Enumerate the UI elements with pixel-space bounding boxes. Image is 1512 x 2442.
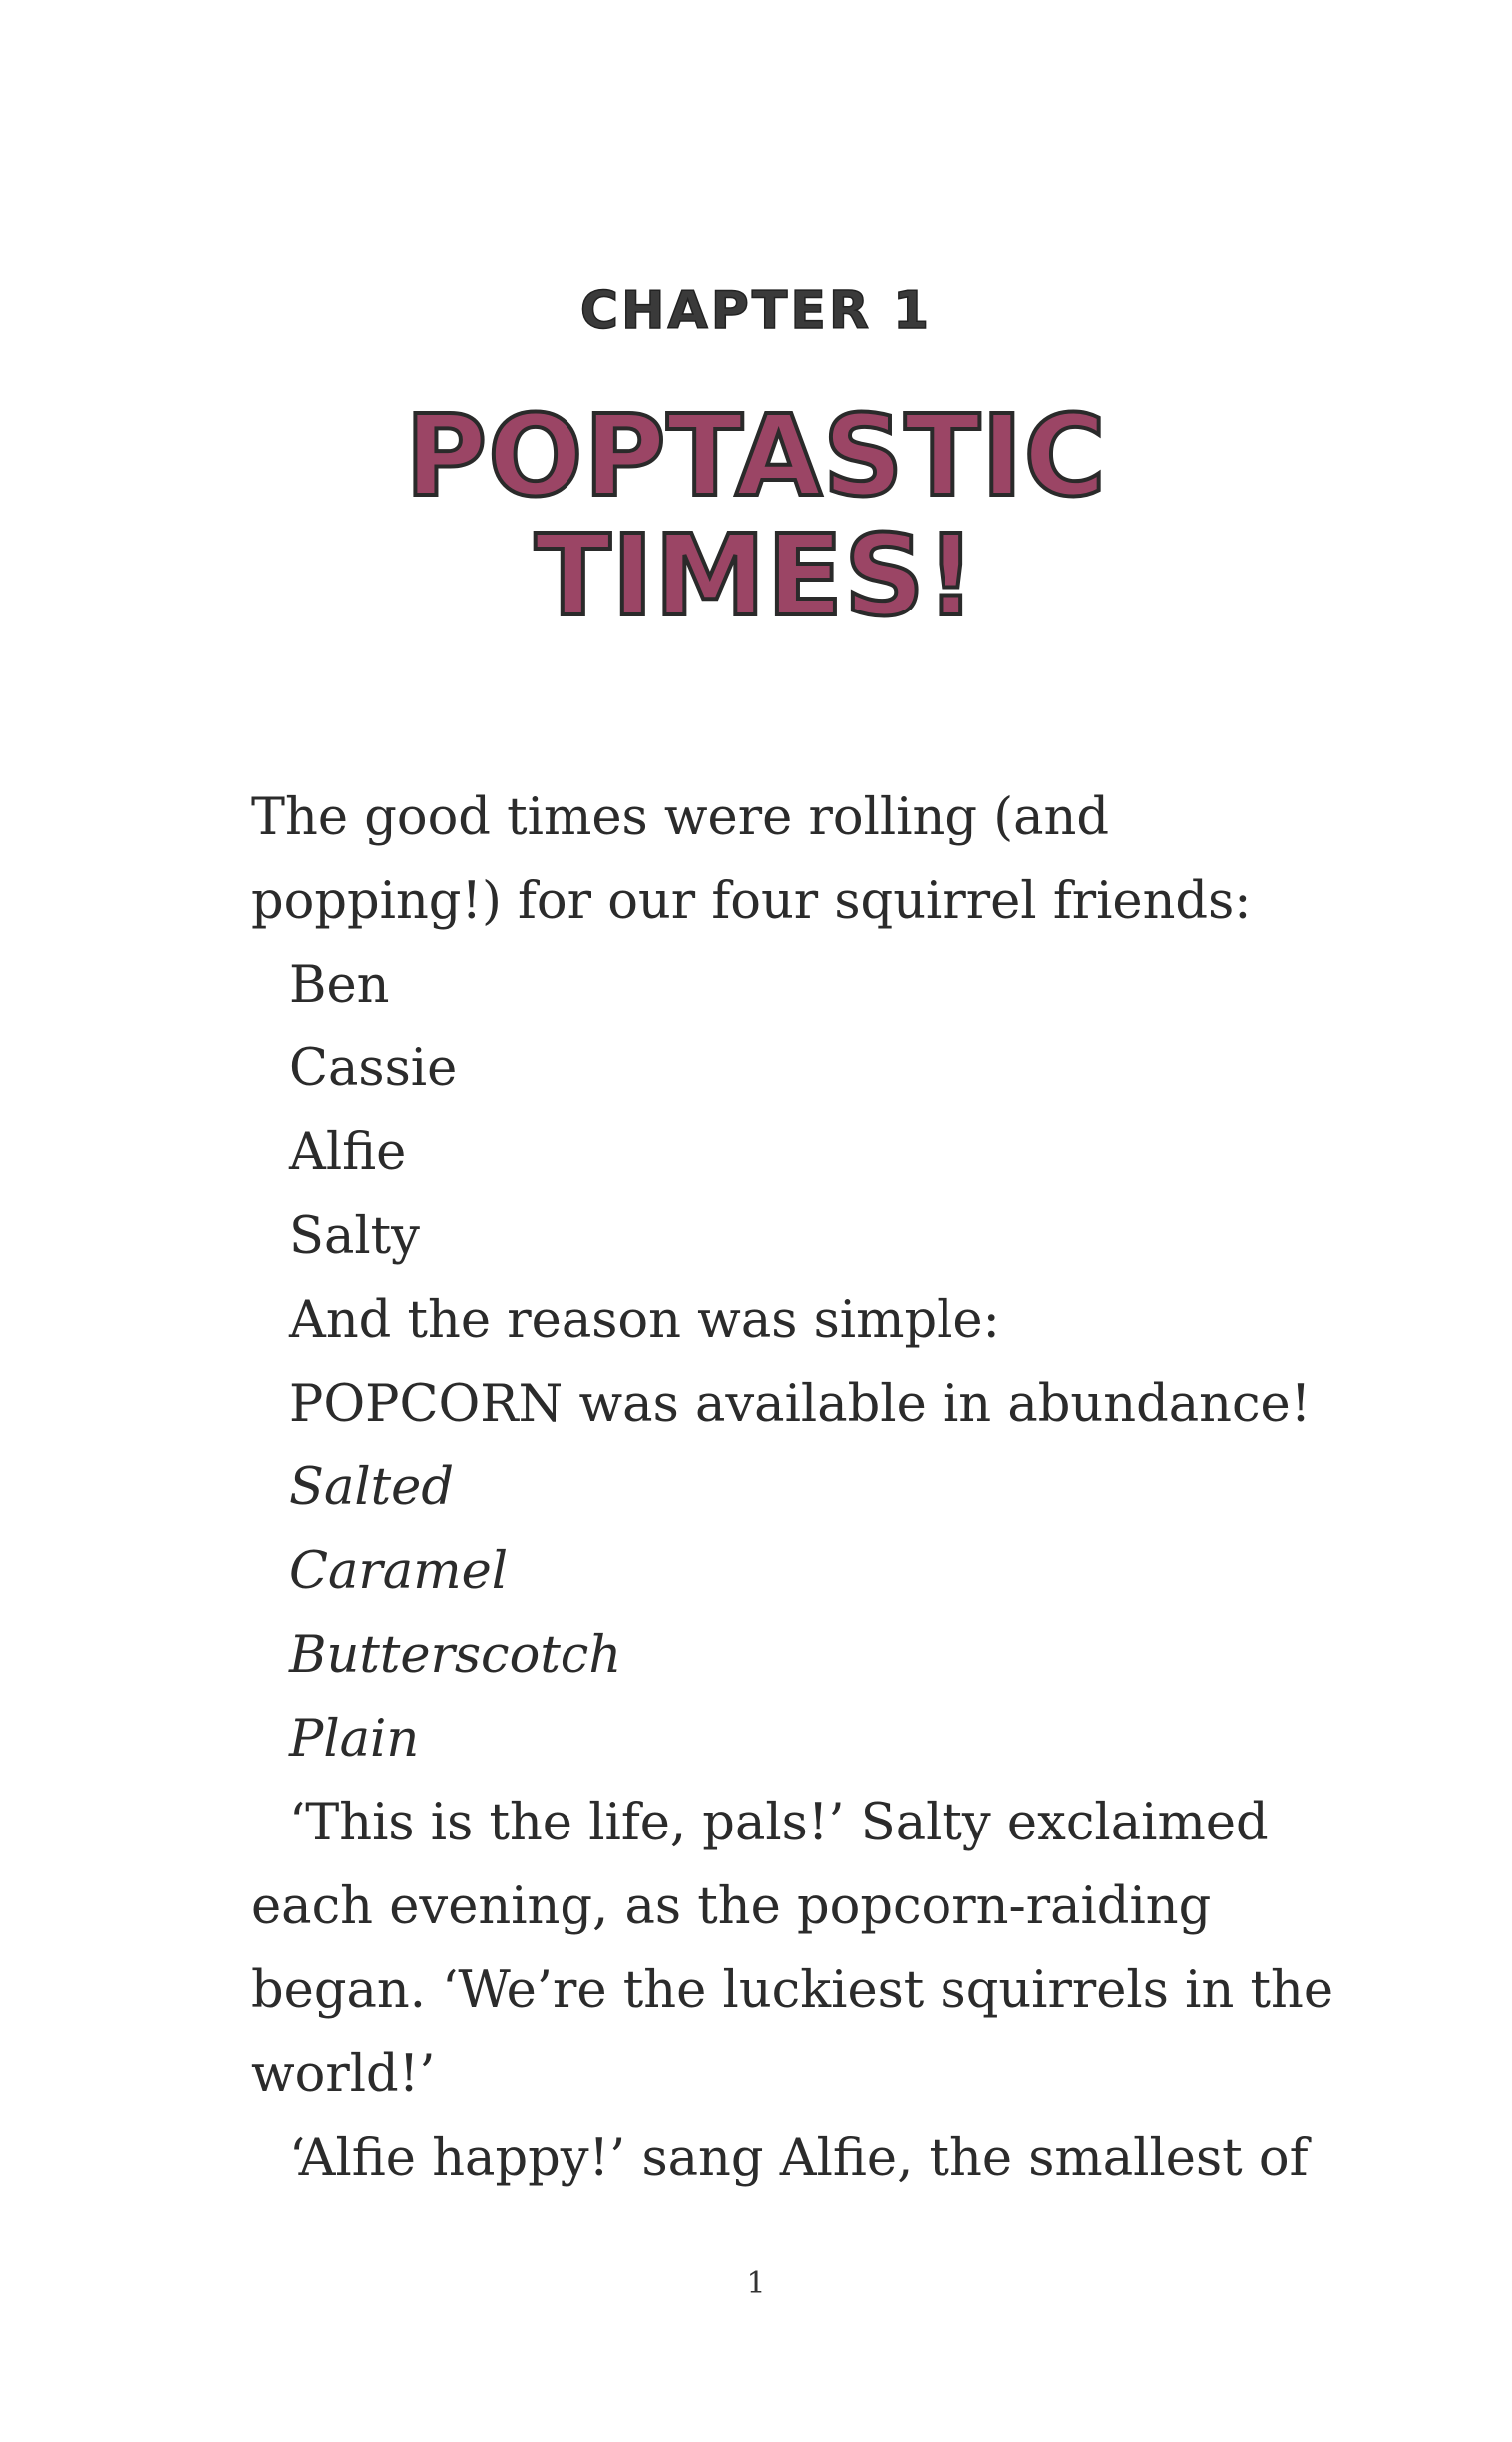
chapter-title-line-1: POPTASTIC <box>405 392 1107 522</box>
list-item: Salty <box>289 1207 420 1266</box>
text-line: ‘Alfie happy!’ sang Alfie, the smallest of <box>289 2129 1309 2188</box>
chapter-title-line-2: TIMES! <box>535 512 977 641</box>
list-item: Cassie <box>289 1039 458 1098</box>
chapter-title <box>0 392 1512 641</box>
chapter-label: CHAPTER 1 <box>579 281 933 341</box>
flavor-item: Plain <box>289 1710 420 1769</box>
text-line: POPCORN was available in abundance! <box>289 1375 1312 1433</box>
text-line: began. ‘We’re the luckiest squirrels in the <box>251 1961 1334 2020</box>
text-line: each evening, as the popcorn-raiding <box>251 1877 1212 1936</box>
text-line: popping!) for our four squirrel friends: <box>251 872 1252 931</box>
text-line: world!’ <box>251 2045 436 2104</box>
page-number: 1 <box>746 2266 766 2301</box>
flavor-item: Caramel <box>289 1542 509 1601</box>
flavor-item: Butterscotch <box>289 1626 622 1685</box>
text-line: ‘This is the life, pals!’ Salty exclaimed <box>289 1794 1269 1852</box>
list-item: Alfie <box>289 1123 407 1182</box>
text-line: And the reason was simple: <box>289 1291 1000 1350</box>
chapter-body <box>251 776 1334 2201</box>
flavor-item: Salted <box>289 1458 454 1517</box>
list-item: Ben <box>289 956 390 1015</box>
text-line: The good times were rolling (and <box>251 788 1110 847</box>
